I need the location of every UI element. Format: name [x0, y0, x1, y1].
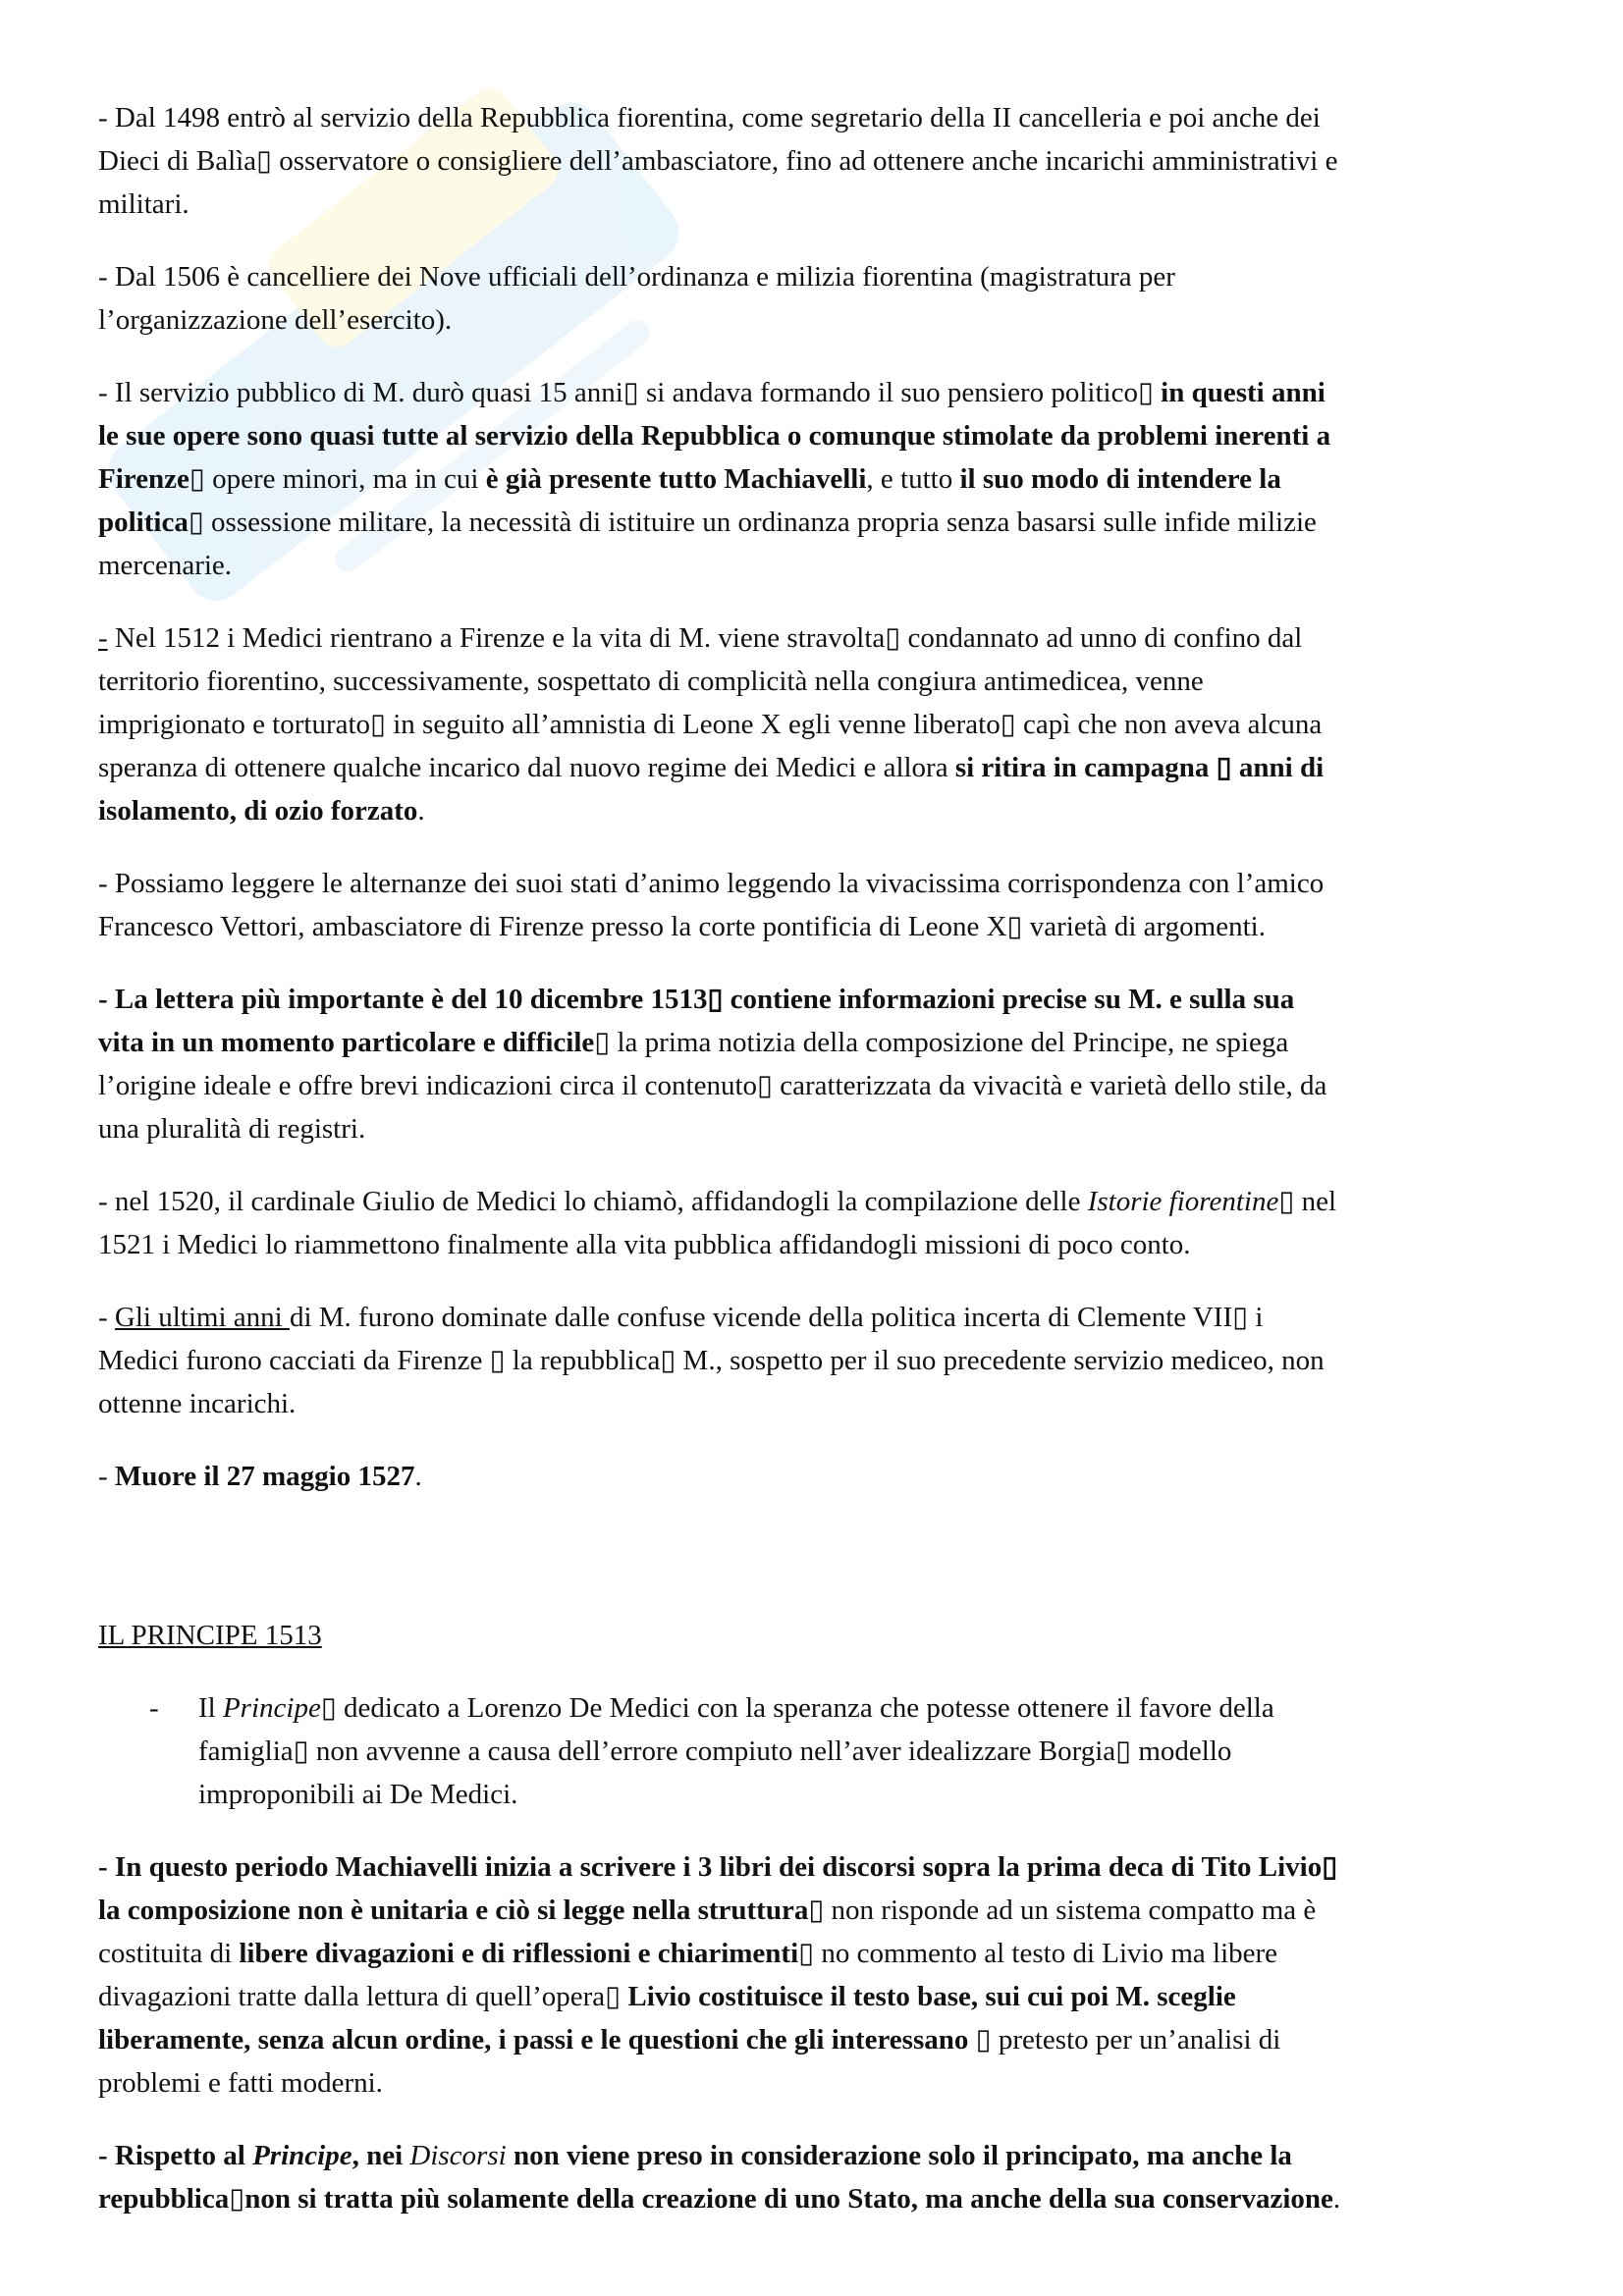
text-run: l’origine ideale e offre brevi indicazioni circa il contenuto▯ caratterizzata da vivacità e varietà dello stile, da — [98, 1070, 1327, 1101]
text-line — [98, 2134, 1551, 2177]
text-run: - Dal 1506 è cancelliere dei Nove ufficiali dell’ordinanza e milizia fiorentina (magistratura per — [98, 261, 1175, 293]
text-run: - Il servizio pubblico di M. durò quasi 15 anni▯ si andava formando il suo pensiero politico▯ — [98, 377, 1162, 408]
bold-text: Principe — [252, 2140, 352, 2171]
bullet-list-item — [98, 1686, 1551, 1816]
italic-text: Discorsi — [409, 2140, 507, 2171]
text-run: 1521 i Medici lo riammettono finalmente alla vita pubblica affidandogli missioni di poco conto. — [98, 1229, 1191, 1260]
text-run: improponibili ai De Medici. — [198, 1779, 518, 1810]
text-line — [98, 371, 1551, 414]
text-line — [98, 1382, 1551, 1425]
text-line — [98, 746, 1551, 789]
text-line — [98, 1339, 1551, 1382]
bold-text: si ritira in campagna ▯ anni di — [954, 752, 1325, 783]
text-run: - Possiamo leggere le alternanze dei suoi stati d’animo leggendo la vivacissima corrispondenza con l’amico — [98, 868, 1325, 899]
text-run: l’organizzazione dell’esercito). — [98, 304, 453, 336]
text-line — [98, 1889, 1551, 1932]
text-line — [98, 1223, 1551, 1266]
text-line — [98, 703, 1551, 746]
text-line — [98, 2061, 1551, 2105]
italic-text: Principe — [222, 1692, 321, 1724]
paragraph — [98, 1296, 1551, 1425]
text-run: - nel 1520, il cardinale Giulio de Medici lo chiamò, affidandogli la compilazione delle — [98, 1186, 1088, 1217]
text-run: , e tutto — [866, 463, 960, 495]
bold-text: Muore il 27 maggio 1527 — [114, 1461, 415, 1492]
text-run: - — [98, 1302, 115, 1333]
text-line — [98, 978, 1551, 1021]
bold-text: le sue opere sono quasi tutte al servizio della Repubblica o comunque stimolate da problemi inerenti a — [98, 420, 1331, 452]
text-line — [98, 1614, 1551, 1657]
text-line — [98, 139, 1551, 183]
text-line — [98, 1021, 1551, 1064]
bold-text: politica — [98, 507, 189, 538]
paragraph — [98, 96, 1551, 226]
text-line — [98, 1932, 1551, 1975]
paragraph — [98, 371, 1551, 587]
bold-text: - In questo periodo Machiavelli inizia a scrivere i 3 libri dei discorsi sopra la prima deca di Tito Livio▯ — [98, 1851, 1338, 1883]
text-line — [98, 183, 1551, 226]
text-run: Nel 1512 i Medici rientrano a Firenze e la vita di M. viene stravolta▯ condannato ad unno di confino dal — [107, 622, 1303, 654]
text-run: Il — [198, 1692, 223, 1724]
text-line — [98, 789, 1551, 832]
text-run: ▯ pretesto per un’analisi di — [968, 2024, 1281, 2056]
text-line — [98, 1296, 1551, 1339]
text-run: una pluralità di registri. — [98, 1113, 366, 1145]
text-line — [98, 1455, 1551, 1498]
bold-text: repubblica — [98, 2183, 230, 2215]
bold-text: Livio costituisce il testo base, sui cui poi M. sceglie — [627, 1981, 1236, 2012]
paragraph — [98, 978, 1551, 1150]
text-run: ▯ opere minori, ma in cui — [189, 463, 486, 495]
bold-text: non viene preso in considerazione solo il principato, ma anche la — [506, 2140, 1292, 2171]
text-run: Francesco Vettori, ambasciatore di Firenze presso la corte pontificia di Leone X▯ varietà di argomenti. — [98, 911, 1266, 942]
text-run: - Dal 1498 entrò al servizio della Repubblica fiorentina, come segretario della II cancelleria e poi anche dei — [98, 102, 1321, 133]
text-run: Medici furono cacciati da Firenze ▯ la repubblica▯ M., sospetto per il suo precedente servizio mediceo, non — [98, 1345, 1325, 1376]
blank-line — [98, 1527, 1551, 1571]
text-line — [98, 457, 1551, 501]
text-line — [98, 616, 1551, 660]
bold-text: libere divagazioni e di riflessioni e chiarimenti — [239, 1938, 799, 1969]
bold-text: è già presente tutto Machiavelli — [485, 463, 867, 495]
paragraph — [98, 2134, 1551, 2220]
text-run: ▯ ossessione militare, la necessità di istituire un ordinanza propria senza basarsi sulle infide milizie — [188, 507, 1317, 538]
text-run: . — [414, 1461, 422, 1492]
text-line — [98, 1064, 1551, 1107]
text-run: ▯ — [229, 2183, 245, 2215]
blank-line — [98, 1571, 1551, 1614]
bold-text: - La lettera più importante è del 10 dicembre 1513▯ contiene informazioni precise su M. e sulla sua — [98, 984, 1295, 1015]
text-line — [98, 255, 1551, 298]
paragraph — [98, 1845, 1551, 2105]
bold-text: vita in un momento particolare e difficile — [98, 1027, 595, 1058]
text-run: ▯ nel — [1278, 1186, 1337, 1217]
bold-text: , nei — [352, 2140, 410, 2171]
text-line — [98, 2018, 1551, 2061]
text-line — [98, 96, 1551, 139]
paragraph — [98, 862, 1551, 948]
text-run: Dieci di Balìa▯ osservatore o consigliere dell’ambasciatore, fino ad ottenere anche incarichi amministrativi e — [98, 145, 1338, 177]
bold-text: liberamente, senza alcun ordine, i passi e le questioni che gli interessano — [98, 2024, 969, 2056]
bold-text: in questi anni — [1161, 377, 1325, 408]
bullet-marker: - — [149, 1692, 159, 1724]
text-line — [98, 1686, 1551, 1730]
text-line — [98, 862, 1551, 905]
text-line — [98, 1773, 1551, 1816]
text-run: di M. furono dominate dalle confuse vicende della politica incerta di Clemente VII▯ i — [289, 1302, 1264, 1333]
text-line — [98, 1975, 1551, 2018]
paragraph — [98, 1614, 1551, 1657]
text-run: problemi e fatti moderni. — [98, 2067, 383, 2099]
text-line — [98, 544, 1551, 587]
text-line — [98, 905, 1551, 948]
paragraph — [98, 255, 1551, 342]
italic-text: Istorie fiorentine — [1087, 1186, 1279, 1217]
text-run: militari. — [98, 188, 189, 220]
text-line — [98, 298, 1551, 342]
bold-text: la composizione non è unitaria e ciò si legge nella struttura — [98, 1895, 809, 1926]
text-run: ottenne incarichi. — [98, 1388, 297, 1419]
underlined-text: IL PRINCIPE 1513 — [98, 1620, 322, 1651]
document-body — [98, 96, 1551, 2250]
text-run: divagazioni tratte dalla lettura di quell’opera▯ — [98, 1981, 628, 2012]
text-run: . — [417, 795, 425, 827]
underlined-text: Gli ultimi anni — [114, 1302, 290, 1333]
bold-text: non si tratta più solamente della creazione di uno Stato, ma anche della sua conservazione — [244, 2183, 1333, 2215]
bold-text: il suo modo di intendere la — [959, 463, 1281, 495]
text-run: territorio fiorentino, successivamente, sospettato di complicità nella congiura antimedicea, venne — [98, 666, 1204, 697]
paragraph — [98, 1455, 1551, 1498]
text-run: ▯ la prima notizia della composizione del Principe, ne spiega — [594, 1027, 1289, 1058]
text-run: . — [1332, 2183, 1341, 2215]
text-line — [98, 501, 1551, 544]
bold-text: isolamento, di ozio forzato — [98, 795, 418, 827]
text-line — [98, 1845, 1551, 1889]
text-run: - — [98, 1461, 115, 1492]
text-line — [98, 1180, 1551, 1223]
text-run: imprigionato e torturato▯ in seguito all’amnistia di Leone X egli venne liberato▯ capì che non aveva alcuna — [98, 709, 1323, 740]
text-line — [98, 1730, 1551, 1773]
text-run: ▯ non risponde ad un sistema compatto ma è — [808, 1895, 1317, 1926]
text-run: ▯ dedicato a Lorenzo De Medici con la speranza che potesse ottenere il favore della — [320, 1692, 1274, 1724]
text-line — [98, 2177, 1551, 2220]
text-line — [98, 660, 1551, 703]
text-line — [98, 414, 1551, 457]
paragraph — [98, 616, 1551, 832]
bold-text: - Rispetto al — [98, 2140, 253, 2171]
text-run: ▯ no commento al testo di Livio ma libere — [798, 1938, 1278, 1969]
paragraph — [98, 1180, 1551, 1266]
text-run: famiglia▯ non avvenne a causa dell’errore compiuto nell’aver idealizzare Borgia▯ modello — [198, 1735, 1232, 1767]
text-run: costituita di — [98, 1938, 240, 1969]
text-run: mercenarie. — [98, 550, 233, 581]
text-line — [98, 1107, 1551, 1150]
bold-text: Firenze — [98, 463, 189, 495]
text-run: speranza di ottenere qualche incarico dal nuovo regime dei Medici e allora — [98, 752, 955, 783]
underlined-text: - — [98, 622, 108, 654]
